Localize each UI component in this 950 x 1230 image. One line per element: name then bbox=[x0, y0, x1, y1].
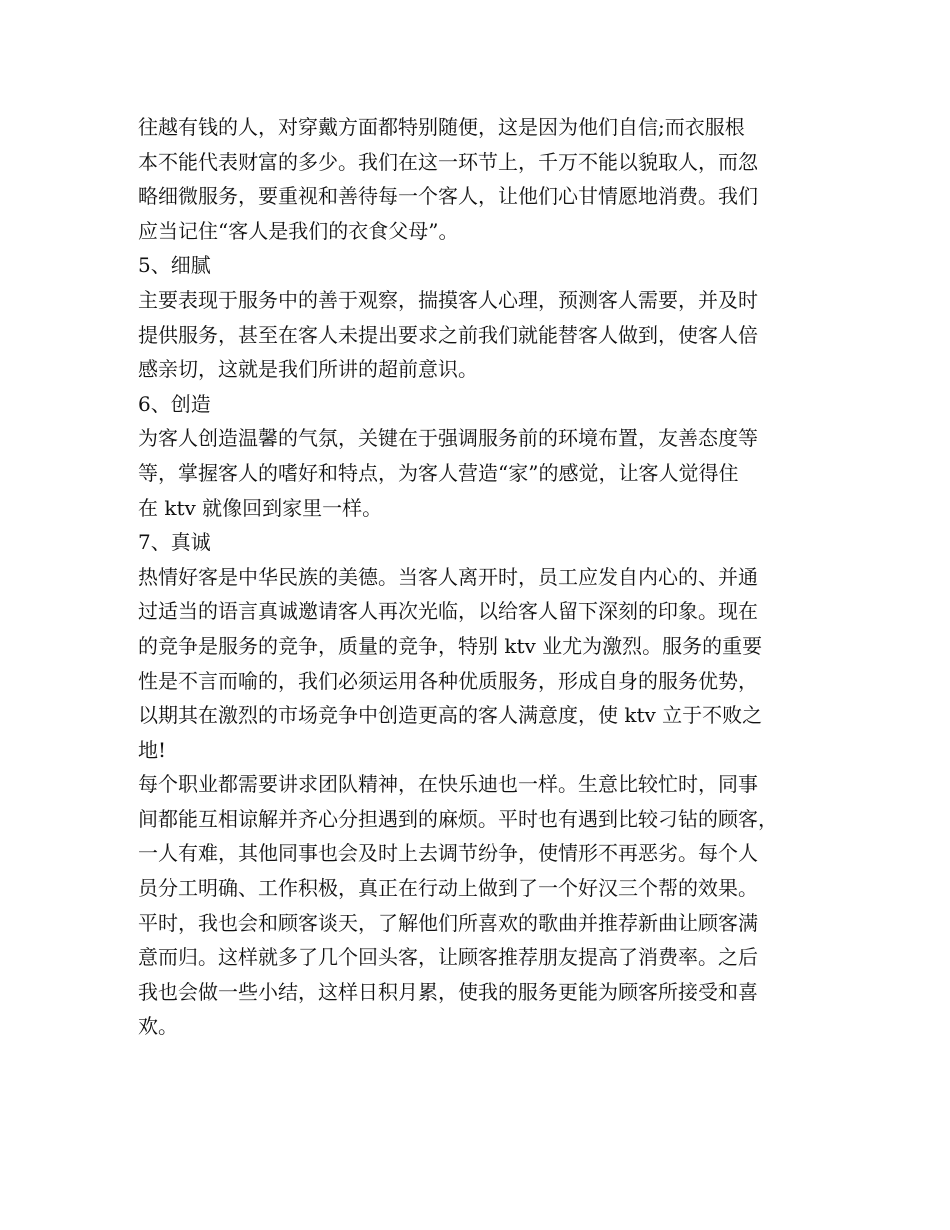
section-heading: 7、真诚 bbox=[138, 530, 211, 555]
text-line: 略细微服务，要重视和善待每一个客人，让他们心甘情愿地消费。我们 bbox=[138, 184, 758, 209]
text-line: 在 ktv 就像回到家里一样。 bbox=[138, 495, 383, 520]
text-line: 员分工明确、工作积极，真正在行动上做到了一个好汉三个帮的效果。 bbox=[138, 876, 758, 901]
text-line: 的竞争是服务的竞争，质量的竞争，特别 ktv 业尤为激烈。服务的重要 bbox=[138, 633, 763, 658]
section-heading: 5、细腻 bbox=[138, 253, 211, 278]
text-line: 本不能代表财富的多少。我们在这一环节上，千万不能以貌取人，而忽 bbox=[138, 149, 758, 174]
text-line: 欢。 bbox=[138, 1014, 178, 1039]
section-heading: 6、创造 bbox=[138, 391, 211, 416]
text-line: 等，掌握客人的嗜好和特点，为客人营造“家”的感觉，让客人觉得住 bbox=[138, 460, 739, 485]
text-line: 意而归。这样就多了几个回头客，让顾客推荐朋友提高了消费率。之后 bbox=[138, 945, 758, 970]
text-line: 间都能互相谅解并齐心分担遇到的麻烦。平时也有遇到比较刁钻的顾客， bbox=[138, 806, 778, 831]
text-line: 过适当的语言真诚邀请客人再次光临，以给客人留下深刻的印象。现在 bbox=[138, 599, 758, 624]
text-line: 往越有钱的人，对穿戴方面都特别随便，这是因为他们自信;而衣服根 bbox=[138, 115, 745, 139]
text-line: 地! bbox=[138, 737, 167, 762]
text-line: 我也会做一些小结，这样日积月累，使我的服务更能为顾客所接受和喜 bbox=[138, 979, 758, 1004]
text-line: 主要表现于服务中的善于观察，揣摸客人心理，预测客人需要，并及时 bbox=[138, 287, 758, 312]
text-line: 每个职业都需要讲求团队精神，在快乐迪也一样。生意比较忙时，同事 bbox=[138, 772, 758, 797]
text-line: 应当记住“客人是我们的衣食父母”。 bbox=[138, 218, 459, 243]
text-line: 以期其在激烈的市场竞争中创造更高的客人满意度，使 ktv 立于不败之 bbox=[138, 703, 763, 728]
text-line: 热情好客是中华民族的美德。当客人离开时，员工应发自内心的、并通 bbox=[138, 564, 758, 589]
text-line: 平时，我也会和顾客谈天，了解他们所喜欢的歌曲并推荐新曲让顾客满 bbox=[138, 910, 758, 935]
text-line: 感亲切，这就是我们所讲的超前意识。 bbox=[138, 357, 478, 382]
text-line: 性是不言而喻的，我们必须运用各种优质服务，形成自身的服务优势， bbox=[138, 668, 758, 693]
text-line: 提供服务，甚至在客人未提出要求之前我们就能替客人做到，使客人倍 bbox=[138, 322, 758, 347]
text-line: 一人有难，其他同事也会及时上去调节纷争，使情形不再恶劣。每个人 bbox=[138, 841, 758, 866]
text-line: 为客人创造温馨的气氛，关键在于强调服务前的环境布置，友善态度等 bbox=[138, 426, 758, 451]
